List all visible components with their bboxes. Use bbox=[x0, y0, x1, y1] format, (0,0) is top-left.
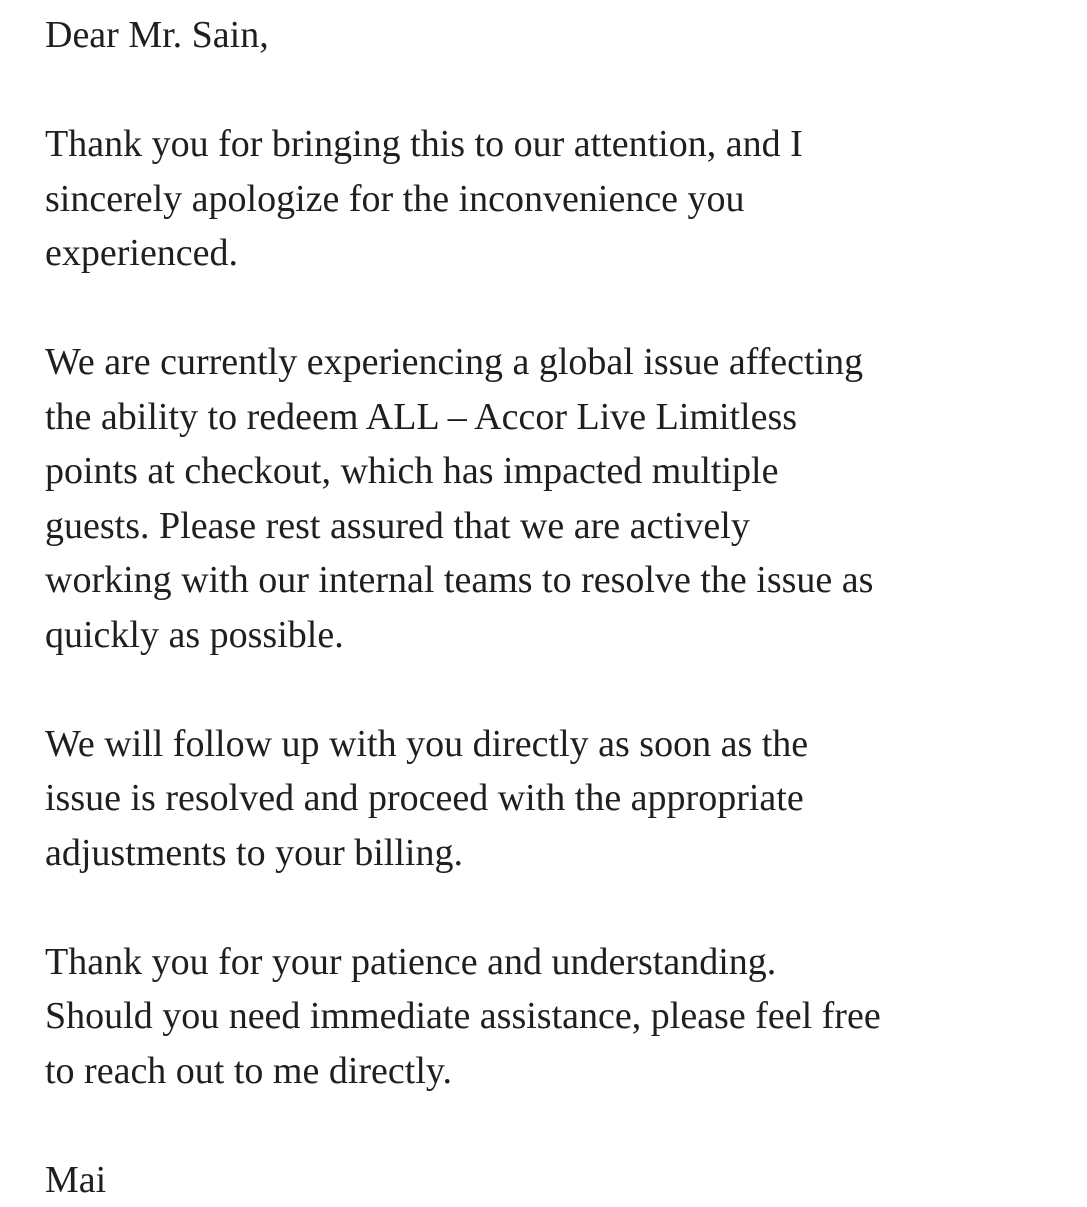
paragraph-gap bbox=[45, 662, 1075, 717]
signature: Mai bbox=[45, 1153, 1075, 1207]
paragraph-line: to reach out to me directly. bbox=[45, 1044, 1075, 1099]
paragraph-closing bbox=[45, 935, 1075, 1099]
paragraph-line: adjustments to your billing. bbox=[45, 826, 1075, 881]
paragraph-line: Thank you for bringing this to our attention, and I bbox=[45, 117, 1075, 172]
letter-body bbox=[45, 8, 1075, 1207]
paragraph-apology bbox=[45, 117, 1075, 281]
paragraph-line: sincerely apologize for the inconvenience you bbox=[45, 172, 1075, 227]
paragraph-line: We are currently experiencing a global issue affecting bbox=[45, 335, 1075, 390]
paragraph-gap bbox=[45, 281, 1075, 336]
paragraph-line: Should you need immediate assistance, please feel free bbox=[45, 989, 1075, 1044]
paragraph-follow-up bbox=[45, 717, 1075, 881]
paragraph-gap bbox=[45, 63, 1075, 118]
salutation: Dear Mr. Sain, bbox=[45, 8, 1075, 63]
paragraph-line: quickly as possible. bbox=[45, 608, 1075, 663]
paragraph-issue bbox=[45, 335, 1075, 662]
paragraph-line: points at checkout, which has impacted multiple bbox=[45, 444, 1075, 499]
paragraph-line: the ability to redeem ALL – Accor Live Limitless bbox=[45, 390, 1075, 445]
paragraph-line: We will follow up with you directly as soon as the bbox=[45, 717, 1075, 772]
paragraph-line: Thank you for your patience and understanding. bbox=[45, 935, 1075, 990]
paragraph-line: issue is resolved and proceed with the appropriate bbox=[45, 771, 1075, 826]
paragraph-line: working with our internal teams to resolve the issue as bbox=[45, 553, 1075, 608]
paragraph-line: guests. Please rest assured that we are actively bbox=[45, 499, 1075, 554]
paragraph-gap bbox=[45, 880, 1075, 935]
paragraph-gap bbox=[45, 1098, 1075, 1153]
paragraph-line: experienced. bbox=[45, 226, 1075, 281]
